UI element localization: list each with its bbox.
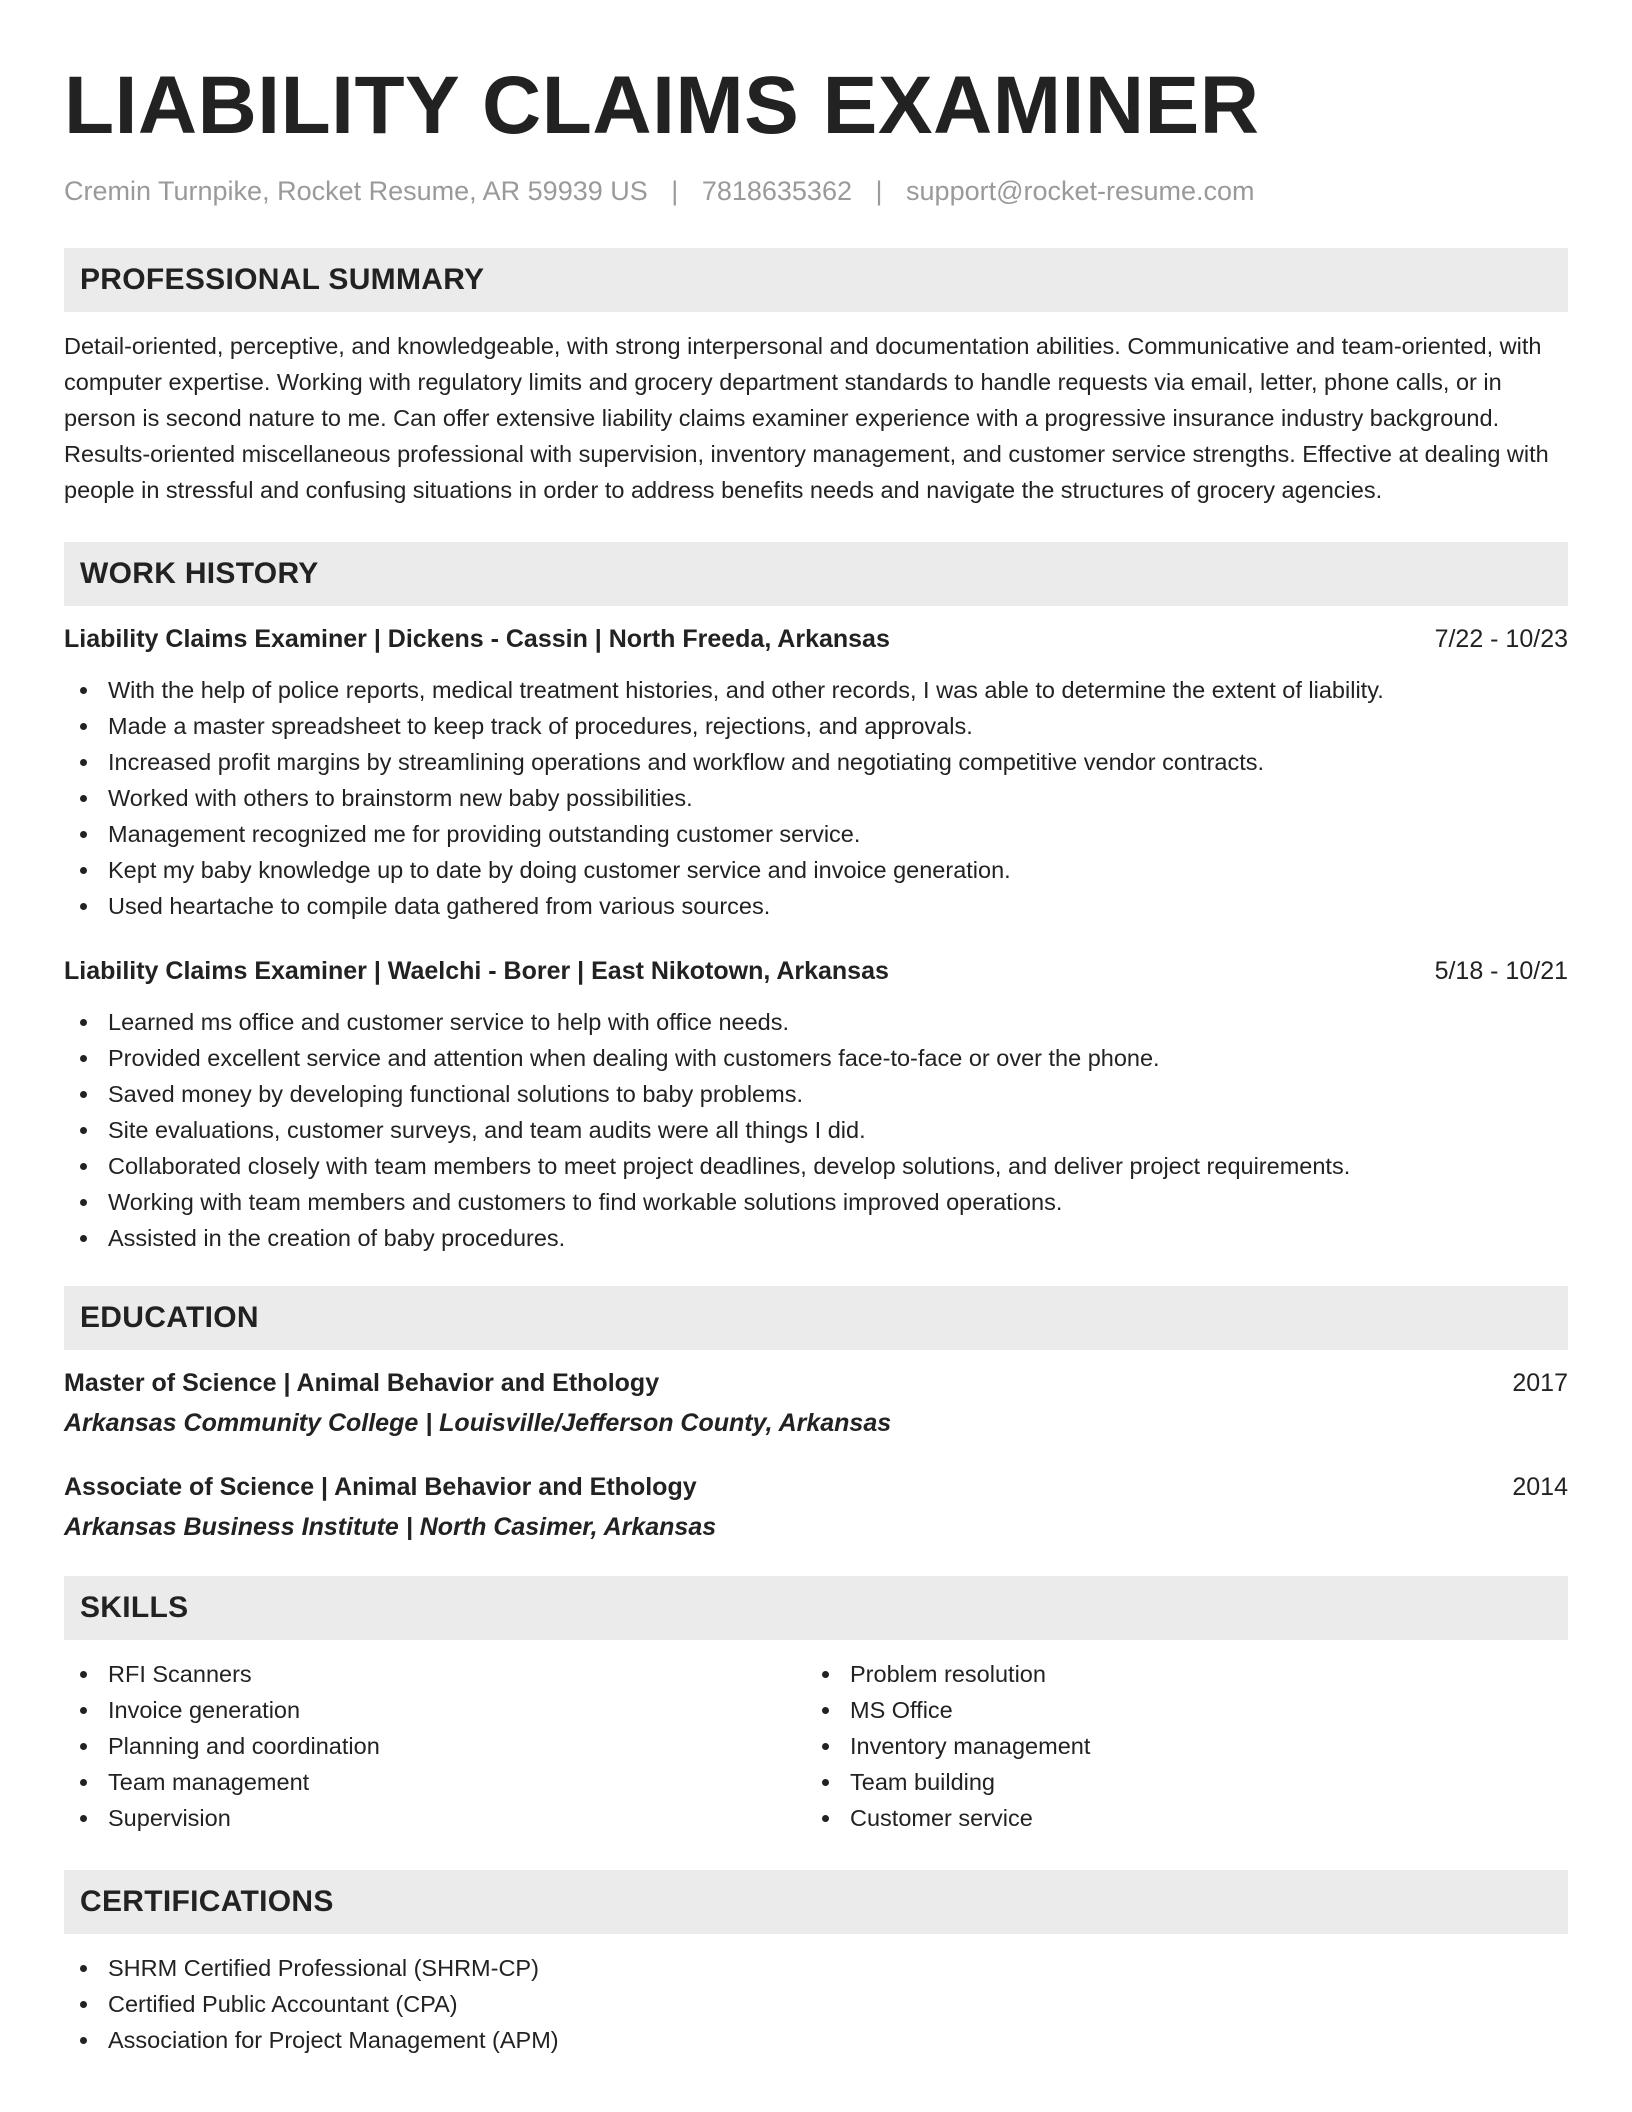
job-entry [64,954,1568,1256]
education-school: Arkansas Community College | Louisville/Jefferson County, Arkansas [64,1409,892,1437]
section-heading-summary: PROFESSIONAL SUMMARY [64,248,1568,312]
skill-item: Customer service [806,1800,1548,1836]
list-item: Assisted in the creation of baby procedures. [64,1220,1568,1256]
job-header [64,954,1568,988]
contact-address: Cremin Turnpike, Rocket Resume, AR 59939 US [64,176,648,206]
list-item: Kept my baby knowledge up to date by doing customer service and invoice generation. [64,852,1568,888]
skills-column-left [64,1656,806,1836]
contact-phone: 7818635362 [701,176,852,206]
skill-item: Invoice generation [64,1692,806,1728]
resume-name: LIABILITY CLAIMS EXAMINER [64,60,1260,151]
education-degree: Master of Science | Animal Behavior and Ethology [64,1369,660,1397]
section-heading-work: WORK HISTORY [64,542,1568,606]
education-degree: Associate of Science | Animal Behavior and Ethology [64,1473,697,1501]
certification-item: Association for Project Management (APM) [64,2022,1568,2058]
education-year: 2014 [1512,1473,1568,1501]
job-dates: 5/18 - 10/21 [1434,957,1568,985]
section-heading-certifications: CERTIFICATIONS [64,1870,1568,1934]
education-school: Arkansas Business Institute | North Casimer, Arkansas [64,1513,717,1541]
education-entry [64,1470,1568,1544]
certifications-list [64,1950,1568,2058]
contact-email: support@rocket-resume.com [906,176,1255,206]
contact-line [64,174,1568,208]
skill-item: Supervision [64,1800,806,1836]
job-bullets [64,1004,1568,1256]
education-header [64,1366,1568,1400]
list-item: Worked with others to brainstorm new baby possibilities. [64,780,1568,816]
skill-item: Problem resolution [806,1656,1548,1692]
contact-separator: | [875,176,883,206]
certification-item: SHRM Certified Professional (SHRM-CP) [64,1950,1568,1986]
section-heading-skills: SKILLS [64,1576,1568,1640]
list-item: Site evaluations, customer surveys, and team audits were all things I did. [64,1112,1568,1148]
job-title: Liability Claims Examiner | Dickens - Cassin | North Freeda, Arkansas [64,625,890,653]
list-item: Learned ms office and customer service to help with office needs. [64,1004,1568,1040]
section-heading-education: EDUCATION [64,1286,1568,1350]
education-header [64,1470,1568,1504]
education-entry [64,1366,1568,1440]
list-item: Collaborated closely with team members to meet project deadlines, develop solutions, and deliver project requirements. [64,1148,1568,1184]
list-item: With the help of police reports, medical treatment histories, and other records, I was able to determine the extent of liability. [64,672,1568,708]
job-bullets [64,672,1568,924]
summary-text: Detail-oriented, perceptive, and knowledgeable, with strong interpersonal and documentation abilities. Communicative and team-oriented, with computer expertise. Working with regulatory limits and grocery department standards to handle requests via email, letter, phone calls, or in person is second nature to me. Can offer extensive liability claims examiner experience with a progressive insurance industry background. Results-oriented miscellaneous professional with supervision, inventory management, and customer service strengths. Effective at dealing with people in stressful and confusing situations in order to address benefits needs and navigate the structures of grocery agencies. [64,333,1549,503]
list-item: Made a master spreadsheet to keep track of procedures, rejections, and approvals. [64,708,1568,744]
skills-grid [64,1656,1568,1836]
job-dates: 7/22 - 10/23 [1434,625,1568,653]
job-entry [64,622,1568,924]
skill-item: Inventory management [806,1728,1548,1764]
skill-item: Team management [64,1764,806,1800]
education-year: 2017 [1512,1369,1568,1397]
skill-item: RFI Scanners [64,1656,806,1692]
skill-item: Team building [806,1764,1548,1800]
skill-item: Planning and coordination [64,1728,806,1764]
skill-item: MS Office [806,1692,1548,1728]
list-item: Used heartache to compile data gathered from various sources. [64,888,1568,924]
job-title: Liability Claims Examiner | Waelchi - Borer | East Nikotown, Arkansas [64,957,889,985]
job-header [64,622,1568,656]
skills-column-right [806,1656,1548,1836]
list-item: Increased profit margins by streamlining operations and workflow and negotiating competitive vendor contracts. [64,744,1568,780]
list-item: Management recognized me for providing outstanding customer service. [64,816,1568,852]
list-item: Provided excellent service and attention when dealing with customers face-to-face or over the phone. [64,1040,1568,1076]
list-item: Saved money by developing functional solutions to baby problems. [64,1076,1568,1112]
certification-item: Certified Public Accountant (CPA) [64,1986,1568,2022]
list-item: Working with team members and customers to find workable solutions improved operations. [64,1184,1568,1220]
contact-separator: | [671,176,679,206]
